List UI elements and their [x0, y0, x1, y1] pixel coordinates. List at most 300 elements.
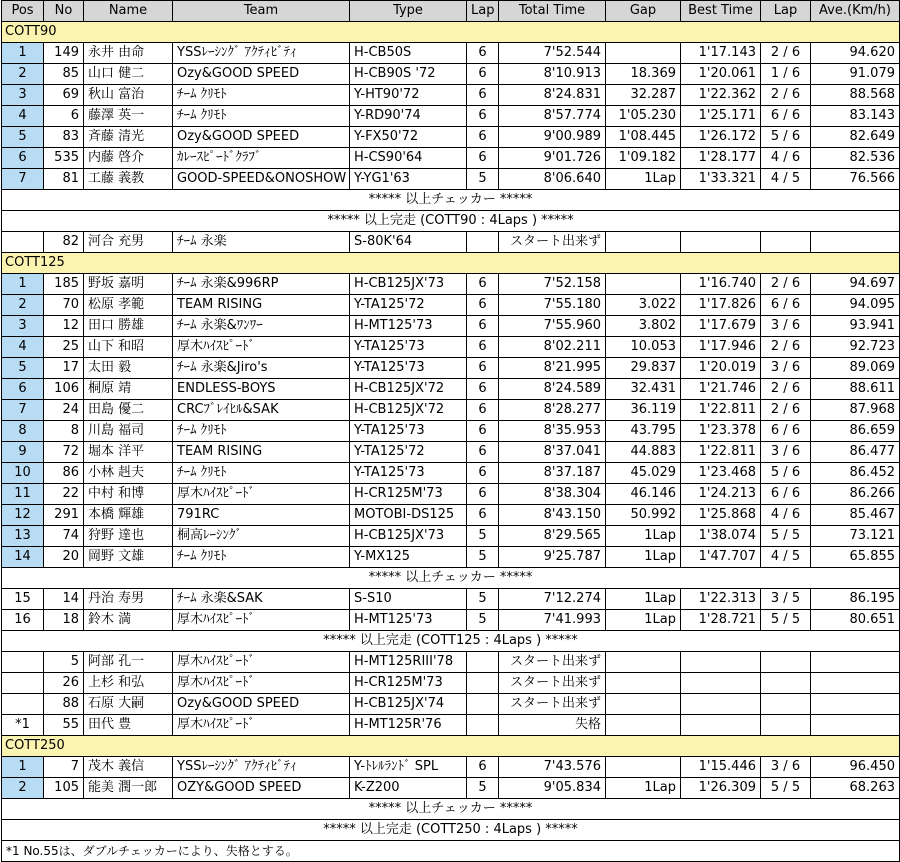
best-lap-cell: 4 / 6	[761, 505, 811, 526]
number-cell: 55	[44, 715, 84, 736]
team-cell: OZY&GOOD SPEED	[173, 778, 350, 799]
average-speed-cell: 96.450	[811, 757, 900, 778]
number-cell: 26	[44, 673, 84, 694]
best-time-cell: 1'28.721	[681, 610, 761, 631]
pos-cell: 7	[2, 169, 44, 190]
pos-cell	[2, 232, 44, 253]
number-cell: 25	[44, 337, 84, 358]
laps-cell: 6	[467, 505, 499, 526]
class-header-row	[2, 736, 900, 757]
average-speed-cell: 86.266	[811, 484, 900, 505]
laps-cell: 5	[467, 526, 499, 547]
result-row	[2, 715, 900, 736]
rider-name-cell: 上杉 和弘	[84, 673, 173, 694]
best-time-cell: 1'47.707	[681, 547, 761, 568]
average-speed-cell: 85.467	[811, 505, 900, 526]
best-lap-cell: 6 / 6	[761, 106, 811, 127]
col-pos: Pos	[2, 1, 44, 22]
number-cell: 22	[44, 484, 84, 505]
result-row	[2, 421, 900, 442]
result-row	[2, 505, 900, 526]
average-speed-cell: 68.263	[811, 778, 900, 799]
machine-type-cell: H-CB125JX'72	[350, 379, 467, 400]
number-cell: 81	[44, 169, 84, 190]
laps-cell: 6	[467, 316, 499, 337]
number-cell: 20	[44, 547, 84, 568]
result-row	[2, 358, 900, 379]
team-cell: ﾁｰﾑ ｸﾘﾓﾄ	[173, 106, 350, 127]
gap-cell: 1'08.445	[606, 127, 681, 148]
laps-cell	[467, 652, 499, 673]
team-cell: Ozy&GOOD SPEED	[173, 64, 350, 85]
best-time-cell: 1'38.074	[681, 526, 761, 547]
pos-cell: 4	[2, 337, 44, 358]
rider-name-cell: 茂木 義信	[84, 757, 173, 778]
laps-cell: 6	[467, 64, 499, 85]
number-cell: 291	[44, 505, 84, 526]
number-cell: 8	[44, 421, 84, 442]
machine-type-cell: Y-ﾄﾚﾙﾗﾝﾄﾞ SPL	[350, 757, 467, 778]
status-note-row	[2, 820, 900, 841]
total-time-cell: 8'24.831	[499, 85, 606, 106]
best-time-cell: 1'17.946	[681, 337, 761, 358]
team-cell: Ozy&GOOD SPEED	[173, 127, 350, 148]
gap-cell: 50.992	[606, 505, 681, 526]
result-row	[2, 43, 900, 64]
team-cell: 厚木ﾊｲｽﾋﾟｰﾄﾞ	[173, 337, 350, 358]
team-cell: ﾁｰﾑ ｸﾘﾓﾄ	[173, 85, 350, 106]
team-cell: 厚木ﾊｲｽﾋﾟｰﾄﾞ	[173, 673, 350, 694]
best-time-cell: 1'25.868	[681, 505, 761, 526]
footnote: *1 No.55は、ダブルチェッカーにより、失格とする。	[2, 841, 900, 862]
result-row	[2, 295, 900, 316]
best-lap-cell: 4 / 5	[761, 547, 811, 568]
rider-name-cell: 石原 大嗣	[84, 694, 173, 715]
number-cell: 18	[44, 610, 84, 631]
best-lap-cell	[761, 673, 811, 694]
header-row	[2, 1, 900, 22]
col-total-time: Total Time	[499, 1, 606, 22]
average-speed-cell: 94.620	[811, 43, 900, 64]
best-lap-cell: 3 / 6	[761, 442, 811, 463]
total-time-cell: 8'24.589	[499, 379, 606, 400]
total-time-cell: スタート出来ず	[499, 652, 606, 673]
team-cell: 厚木ﾊｲｽﾋﾟｰﾄﾞ	[173, 484, 350, 505]
total-time-cell: 7'52.544	[499, 43, 606, 64]
status-note-row	[2, 190, 900, 211]
rider-name-cell: 狩野 達也	[84, 526, 173, 547]
rider-name-cell: 能美 潤一郎	[84, 778, 173, 799]
machine-type-cell: S-80K'64	[350, 232, 467, 253]
best-lap-cell: 2 / 6	[761, 43, 811, 64]
pos-cell: 2	[2, 778, 44, 799]
best-lap-cell: 3 / 6	[761, 757, 811, 778]
rider-name-cell: 鈴木 満	[84, 610, 173, 631]
result-row	[2, 694, 900, 715]
best-time-cell: 1'23.378	[681, 421, 761, 442]
machine-type-cell: K-Z200	[350, 778, 467, 799]
machine-type-cell: H-CB125JX'72	[350, 400, 467, 421]
best-time-cell: 1'26.309	[681, 778, 761, 799]
result-row	[2, 484, 900, 505]
status-note-row	[2, 211, 900, 232]
team-cell: ﾁｰﾑ ｸﾘﾓﾄ	[173, 463, 350, 484]
gap-cell	[606, 757, 681, 778]
best-lap-cell: 6 / 6	[761, 421, 811, 442]
team-cell: 厚木ﾊｲｽﾋﾟｰﾄﾞ	[173, 715, 350, 736]
average-speed-cell: 65.855	[811, 547, 900, 568]
laps-cell: 5	[467, 778, 499, 799]
col-name: Name	[84, 1, 173, 22]
team-cell: GOOD-SPEED&ONOSHOW	[173, 169, 350, 190]
rider-name-cell: 山下 和昭	[84, 337, 173, 358]
class-header-row	[2, 253, 900, 274]
status-note: ***** 以上完走 (COTT125 : 4Laps ) *****	[2, 631, 900, 652]
pos-cell: 14	[2, 547, 44, 568]
result-row	[2, 673, 900, 694]
gap-cell: 32.287	[606, 85, 681, 106]
results-body	[2, 22, 900, 841]
team-cell: 厚木ﾊｲｽﾋﾟｰﾄﾞ	[173, 652, 350, 673]
pos-cell: 1	[2, 274, 44, 295]
number-cell: 82	[44, 232, 84, 253]
rider-name-cell: 河合 充男	[84, 232, 173, 253]
machine-type-cell: Y-HT90'72	[350, 85, 467, 106]
laps-cell: 6	[467, 295, 499, 316]
machine-type-cell: S-S10	[350, 589, 467, 610]
result-row	[2, 589, 900, 610]
class-title: COTT90	[2, 22, 900, 43]
rider-name-cell: 丹治 寿男	[84, 589, 173, 610]
total-time-cell: 8'37.041	[499, 442, 606, 463]
laps-cell: 6	[467, 127, 499, 148]
best-lap-cell: 2 / 6	[761, 274, 811, 295]
team-cell: ｶﾚｰｽﾋﾟｰﾄﾞｸﾗﾌﾞ	[173, 148, 350, 169]
laps-cell	[467, 673, 499, 694]
team-cell: ﾁｰﾑ 永楽&ﾜﾝﾜｰ	[173, 316, 350, 337]
total-time-cell: 8'29.565	[499, 526, 606, 547]
machine-type-cell: MOTOBI-DS125	[350, 505, 467, 526]
machine-type-cell: H-CR125M'73	[350, 484, 467, 505]
rider-name-cell: 阿部 孔一	[84, 652, 173, 673]
pos-cell: 8	[2, 421, 44, 442]
rider-name-cell: 太田 毅	[84, 358, 173, 379]
pos-cell: 3	[2, 316, 44, 337]
best-lap-cell: 6 / 6	[761, 295, 811, 316]
laps-cell	[467, 715, 499, 736]
average-speed-cell	[811, 652, 900, 673]
total-time-cell: 8'35.953	[499, 421, 606, 442]
result-row	[2, 232, 900, 253]
pos-cell: 1	[2, 43, 44, 64]
gap-cell: 1Lap	[606, 610, 681, 631]
best-lap-cell	[761, 715, 811, 736]
best-time-cell: 1'21.746	[681, 379, 761, 400]
number-cell: 69	[44, 85, 84, 106]
best-lap-cell	[761, 232, 811, 253]
average-speed-cell: 80.651	[811, 610, 900, 631]
result-row	[2, 778, 900, 799]
team-cell: ﾁｰﾑ 永楽&SAK	[173, 589, 350, 610]
machine-type-cell: H-CS90'64	[350, 148, 467, 169]
col-best-time: Best Time	[681, 1, 761, 22]
pos-cell: 7	[2, 400, 44, 421]
best-time-cell: 1'22.362	[681, 85, 761, 106]
best-time-cell: 1'15.446	[681, 757, 761, 778]
best-lap-cell: 1 / 6	[761, 64, 811, 85]
rider-name-cell: 野坂 嘉明	[84, 274, 173, 295]
pos-cell: *1	[2, 715, 44, 736]
result-row	[2, 127, 900, 148]
best-lap-cell: 5 / 6	[761, 463, 811, 484]
number-cell: 24	[44, 400, 84, 421]
result-row	[2, 652, 900, 673]
pos-cell: 9	[2, 442, 44, 463]
average-speed-cell: 82.536	[811, 148, 900, 169]
result-row	[2, 526, 900, 547]
status-note: ***** 以上チェッカー *****	[2, 799, 900, 820]
machine-type-cell: Y-TA125'72	[350, 442, 467, 463]
gap-cell: 3.802	[606, 316, 681, 337]
machine-type-cell: H-CB90S '72	[350, 64, 467, 85]
result-row	[2, 274, 900, 295]
average-speed-cell: 94.697	[811, 274, 900, 295]
best-lap-cell: 2 / 6	[761, 400, 811, 421]
total-time-cell: 9'25.787	[499, 547, 606, 568]
average-speed-cell: 88.611	[811, 379, 900, 400]
best-time-cell: 1'33.321	[681, 169, 761, 190]
number-cell: 14	[44, 589, 84, 610]
rider-name-cell: 田口 勝雄	[84, 316, 173, 337]
result-row	[2, 547, 900, 568]
best-time-cell	[681, 715, 761, 736]
result-row	[2, 316, 900, 337]
team-cell: TEAM RISING	[173, 442, 350, 463]
best-time-cell: 1'24.213	[681, 484, 761, 505]
best-lap-cell: 2 / 6	[761, 379, 811, 400]
status-note-row	[2, 799, 900, 820]
best-time-cell: 1'28.177	[681, 148, 761, 169]
total-time-cell: 7'12.274	[499, 589, 606, 610]
total-time-cell: 失格	[499, 715, 606, 736]
total-time-cell: 9'05.834	[499, 778, 606, 799]
average-speed-cell: 86.477	[811, 442, 900, 463]
machine-type-cell: Y-TA125'73	[350, 421, 467, 442]
team-cell: YSSﾚｰｼﾝｸﾞ ｱｸﾃｨﾋﾞﾃｨ	[173, 43, 350, 64]
result-row	[2, 400, 900, 421]
rider-name-cell: 秋山 富治	[84, 85, 173, 106]
total-time-cell: 7'55.180	[499, 295, 606, 316]
team-cell: YSSﾚｰｼﾝｸﾞ ｱｸﾃｨﾋﾞﾃｨ	[173, 757, 350, 778]
laps-cell: 5	[467, 169, 499, 190]
best-lap-cell: 5 / 5	[761, 526, 811, 547]
number-cell: 105	[44, 778, 84, 799]
pos-cell: 13	[2, 526, 44, 547]
rider-name-cell: 斉藤 清光	[84, 127, 173, 148]
number-cell: 12	[44, 316, 84, 337]
rider-name-cell: 永井 由命	[84, 43, 173, 64]
col-team: Team	[173, 1, 350, 22]
rider-name-cell: 内藤 啓介	[84, 148, 173, 169]
pos-cell: 11	[2, 484, 44, 505]
laps-cell: 5	[467, 547, 499, 568]
average-speed-cell	[811, 694, 900, 715]
best-time-cell: 1'25.171	[681, 106, 761, 127]
gap-cell: 1Lap	[606, 589, 681, 610]
rider-name-cell: 岡野 文雄	[84, 547, 173, 568]
total-time-cell: 8'02.211	[499, 337, 606, 358]
pos-cell: 5	[2, 127, 44, 148]
best-lap-cell: 4 / 5	[761, 169, 811, 190]
gap-cell: 43.795	[606, 421, 681, 442]
rider-name-cell: 田島 優二	[84, 400, 173, 421]
result-row	[2, 379, 900, 400]
machine-type-cell: Y-TA125'73	[350, 337, 467, 358]
machine-type-cell: H-CB125JX'73	[350, 526, 467, 547]
gap-cell	[606, 652, 681, 673]
gap-cell: 1'05.230	[606, 106, 681, 127]
pos-cell: 6	[2, 148, 44, 169]
machine-type-cell: H-CB125JX'73	[350, 274, 467, 295]
laps-cell: 5	[467, 610, 499, 631]
gap-cell: 45.029	[606, 463, 681, 484]
col-type: Type	[350, 1, 467, 22]
machine-type-cell: Y-YG1'63	[350, 169, 467, 190]
gap-cell: 1Lap	[606, 526, 681, 547]
team-cell: 桐高ﾚｰｼﾝｸﾞ	[173, 526, 350, 547]
class-header-row	[2, 22, 900, 43]
laps-cell: 6	[467, 85, 499, 106]
col-average-speed: Ave.(Km/h)	[811, 1, 900, 22]
total-time-cell: 8'43.150	[499, 505, 606, 526]
number-cell: 106	[44, 379, 84, 400]
best-lap-cell	[761, 652, 811, 673]
number-cell: 74	[44, 526, 84, 547]
gap-cell: 1'09.182	[606, 148, 681, 169]
pos-cell	[2, 673, 44, 694]
footnote-row	[2, 841, 900, 862]
laps-cell: 6	[467, 757, 499, 778]
average-speed-cell	[811, 673, 900, 694]
rider-name-cell: 中村 和博	[84, 484, 173, 505]
best-lap-cell	[761, 694, 811, 715]
pos-cell	[2, 694, 44, 715]
status-note: ***** 以上完走 (COTT250 : 4Laps ) *****	[2, 820, 900, 841]
best-lap-cell: 3 / 6	[761, 316, 811, 337]
number-cell: 185	[44, 274, 84, 295]
total-time-cell: スタート出来ず	[499, 694, 606, 715]
total-time-cell: 8'37.187	[499, 463, 606, 484]
best-lap-cell: 5 / 5	[761, 610, 811, 631]
gap-cell: 18.369	[606, 64, 681, 85]
best-lap-cell: 6 / 6	[761, 484, 811, 505]
laps-cell: 6	[467, 358, 499, 379]
pos-cell: 2	[2, 295, 44, 316]
average-speed-cell: 76.566	[811, 169, 900, 190]
gap-cell	[606, 694, 681, 715]
total-time-cell: 8'21.995	[499, 358, 606, 379]
machine-type-cell: H-MT125R'76	[350, 715, 467, 736]
total-time-cell: 9'01.726	[499, 148, 606, 169]
col-no: No	[44, 1, 84, 22]
col-lap: Lap	[467, 1, 499, 22]
average-speed-cell: 87.968	[811, 400, 900, 421]
laps-cell: 6	[467, 274, 499, 295]
team-cell: 791RC	[173, 505, 350, 526]
gap-cell	[606, 43, 681, 64]
machine-type-cell: H-MT125'73	[350, 610, 467, 631]
result-row	[2, 64, 900, 85]
team-cell: 厚木ﾊｲｽﾋﾟｰﾄﾞ	[173, 610, 350, 631]
machine-type-cell: Y-RD90'74	[350, 106, 467, 127]
gap-cell	[606, 715, 681, 736]
best-time-cell: 1'22.811	[681, 442, 761, 463]
number-cell: 83	[44, 127, 84, 148]
laps-cell	[467, 694, 499, 715]
average-speed-cell: 91.079	[811, 64, 900, 85]
status-note: ***** 以上チェッカー *****	[2, 190, 900, 211]
total-time-cell: 7'55.960	[499, 316, 606, 337]
team-cell: Ozy&GOOD SPEED	[173, 694, 350, 715]
best-lap-cell: 2 / 6	[761, 337, 811, 358]
average-speed-cell: 88.568	[811, 85, 900, 106]
gap-cell: 29.837	[606, 358, 681, 379]
laps-cell: 6	[467, 106, 499, 127]
pos-cell: 3	[2, 85, 44, 106]
rider-name-cell: 堀本 洋平	[84, 442, 173, 463]
rider-name-cell: 松原 孝範	[84, 295, 173, 316]
number-cell: 149	[44, 43, 84, 64]
best-time-cell: 1'17.826	[681, 295, 761, 316]
total-time-cell: 7'52.158	[499, 274, 606, 295]
pos-cell: 12	[2, 505, 44, 526]
machine-type-cell: H-CR125M'73	[350, 673, 467, 694]
machine-type-cell: H-MT125'73	[350, 316, 467, 337]
number-cell: 6	[44, 106, 84, 127]
gap-cell	[606, 232, 681, 253]
average-speed-cell: 86.659	[811, 421, 900, 442]
laps-cell: 6	[467, 337, 499, 358]
team-cell: ﾁｰﾑ 永楽&996RP	[173, 274, 350, 295]
team-cell: CRCﾌﾞﾚｲﾋﾙ&SAK	[173, 400, 350, 421]
gap-cell: 36.119	[606, 400, 681, 421]
laps-cell: 6	[467, 463, 499, 484]
team-cell: ﾁｰﾑ ｸﾘﾓﾄ	[173, 421, 350, 442]
total-time-cell: 8'10.913	[499, 64, 606, 85]
pos-cell: 6	[2, 379, 44, 400]
total-time-cell: スタート出来ず	[499, 232, 606, 253]
class-title: COTT125	[2, 253, 900, 274]
number-cell: 17	[44, 358, 84, 379]
machine-type-cell: Y-FX50'72	[350, 127, 467, 148]
best-lap-cell: 5 / 5	[761, 778, 811, 799]
status-note: ***** 以上チェッカー *****	[2, 568, 900, 589]
machine-type-cell: H-MT125RIII'78	[350, 652, 467, 673]
best-time-cell: 1'16.740	[681, 274, 761, 295]
laps-cell: 6	[467, 148, 499, 169]
gap-cell	[606, 673, 681, 694]
best-lap-cell: 3 / 5	[761, 589, 811, 610]
best-time-cell: 1'23.468	[681, 463, 761, 484]
pos-cell: 2	[2, 64, 44, 85]
laps-cell: 6	[467, 484, 499, 505]
rider-name-cell: 小林 赳夫	[84, 463, 173, 484]
number-cell: 85	[44, 64, 84, 85]
best-time-cell	[681, 673, 761, 694]
machine-type-cell: Y-MX125	[350, 547, 467, 568]
gap-cell: 44.883	[606, 442, 681, 463]
result-row	[2, 757, 900, 778]
